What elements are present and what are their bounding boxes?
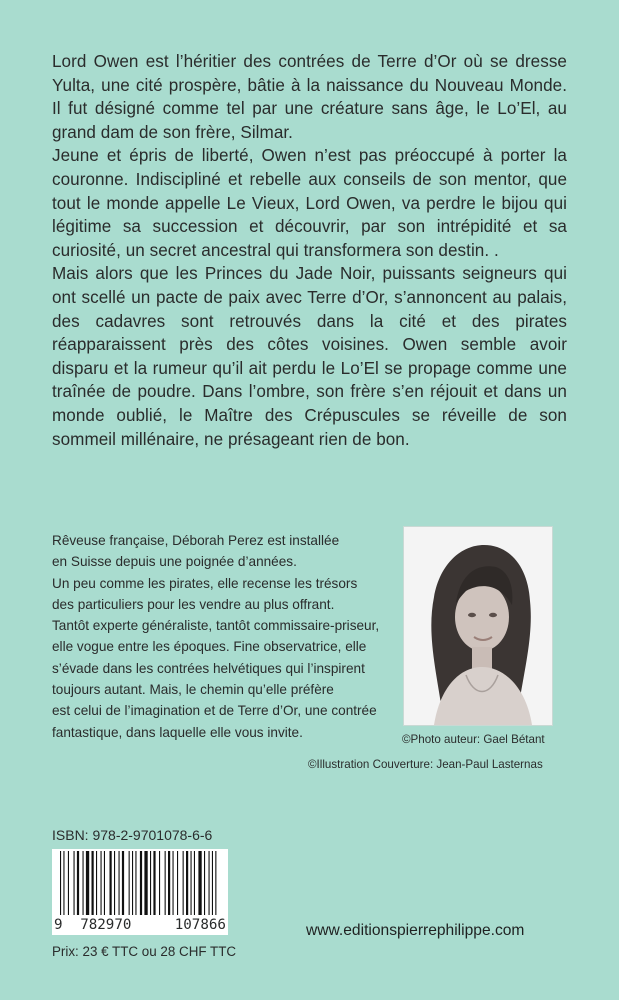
barcode-bar (183, 851, 184, 915)
barcode-bar (129, 851, 130, 915)
barcode-bar (153, 851, 155, 915)
barcode-bar (212, 851, 213, 915)
publisher-website: www.editionspierrephilippe.com (306, 922, 525, 939)
bio-line: fantastique, dans laquelle elle vous invite. (52, 724, 303, 740)
synopsis-paragraph: Lord Owen est l’héritier des contrées de Terre d’Or où se dresse Yulta, une cité prospère, bâtie à la naissance du Nouveau Monde. Il fut désigné comme tel par une créature sans âge, le Lo’El, au grand dam de son frère, Silmar. (52, 52, 567, 142)
barcode-left-group: 782970 (80, 917, 132, 933)
barcode-bar (198, 851, 201, 915)
back-cover-synopsis (52, 50, 567, 451)
barcode-bar (215, 851, 216, 915)
barcode-bar (144, 851, 147, 915)
isbn: ISBN: 978-2-9701078-6-6 (52, 827, 213, 843)
bio-line: en Suisse depuis une poignée d’années. (52, 554, 297, 570)
barcode-bar (63, 851, 64, 915)
bio-line: toujours autant. Mais, le chemin qu’elle préfère (52, 682, 334, 698)
barcode-bar (191, 851, 192, 915)
barcode-bar (114, 851, 115, 915)
barcode-bar (204, 851, 205, 915)
barcode-right-group: 107866 (174, 917, 226, 933)
barcode-bar (77, 851, 79, 915)
barcode-bar (132, 851, 133, 915)
barcode-bar (135, 851, 136, 915)
bio-line: des particuliers pour les vendre au plus offrant. (52, 596, 335, 612)
barcode-first-digit: 9 (54, 917, 63, 933)
barcode-bar (110, 851, 112, 915)
bio-line: s’évade dans les contrées helvétiques qui l’inspirent (52, 660, 365, 676)
bio-line: est celui de l’imagination et de Terre d’Or, une contrée (52, 703, 377, 719)
barcode-bar (173, 851, 174, 915)
barcode-bar (83, 851, 84, 915)
barcode-bar (92, 851, 94, 915)
barcode-bar (104, 851, 105, 915)
author-biography (52, 530, 392, 743)
bio-line: Rêveuse française, Déborah Perez est installée (52, 533, 340, 548)
barcode-bar (168, 851, 170, 915)
bio-line: Tantôt experte généraliste, tantôt commissaire-priseur, (52, 618, 380, 634)
barcode-bar (119, 851, 120, 915)
barcode-bar (140, 851, 142, 915)
barcode-digits (52, 916, 228, 934)
barcode-bar (194, 851, 195, 915)
barcode-bar (159, 851, 160, 915)
price: Prix: 23 € TTC ou 28 CHF TTC (52, 944, 237, 959)
barcode-bar (96, 851, 97, 915)
barcode-bar (60, 851, 61, 915)
barcode-bar (122, 851, 124, 915)
photo-credit: ©Photo auteur: Gael Bétant (402, 733, 545, 746)
author-photo (404, 527, 552, 725)
synopsis-paragraph: Mais alors que les Princes du Jade Noir, puissants seigneurs qui ont scellé un pacte de paix avec Terre d’Or, s’annoncent au palais, des cadavres sont retrouvés dans la cité et des pirates réapparaissent près des côtes voisines. Owen semble avoir disparu et la rumeur qu’il ait perdu le Lo’El se propage comme une traînée de poudre. Dans l’ombre, son frère s’en réjouit et dans un monde oublié, le Maître des Crépuscules se réveille de son sommeil millénaire, ne présageant rien de bon. (52, 264, 567, 449)
synopsis-paragraph: Jeune et épris de liberté, Owen n’est pas préoccupé à porter la couronne. Indiscipliné et rebelle aux conseils de son mentor, que tout le monde appelle Le Vieux, Lord Owen, va perdre le bijou qui légitime sa succession et découvrir, par son intrépidité et sa curiosité, un secret ancestral qui transformera son destin. . (52, 146, 567, 260)
barcode-bars (52, 849, 228, 915)
barcode-bar (186, 851, 188, 915)
author-portrait-illustration (404, 527, 552, 725)
barcode-bar (150, 851, 151, 915)
barcode-bar (177, 851, 178, 915)
barcode-bar (86, 851, 89, 915)
barcode-bar (165, 851, 166, 915)
cover-illustration-credit: ©Illustration Couverture: Jean-Paul Lasternas (308, 758, 543, 771)
barcode-bar (101, 851, 102, 915)
barcode-bar (68, 851, 69, 915)
barcode-bar (209, 851, 210, 915)
barcode-bar (74, 851, 75, 915)
bio-line: elle vogue entre les époques. Fine observatrice, elle (52, 639, 367, 655)
bio-line: Un peu comme les pirates, elle recense les trésors (52, 575, 358, 591)
